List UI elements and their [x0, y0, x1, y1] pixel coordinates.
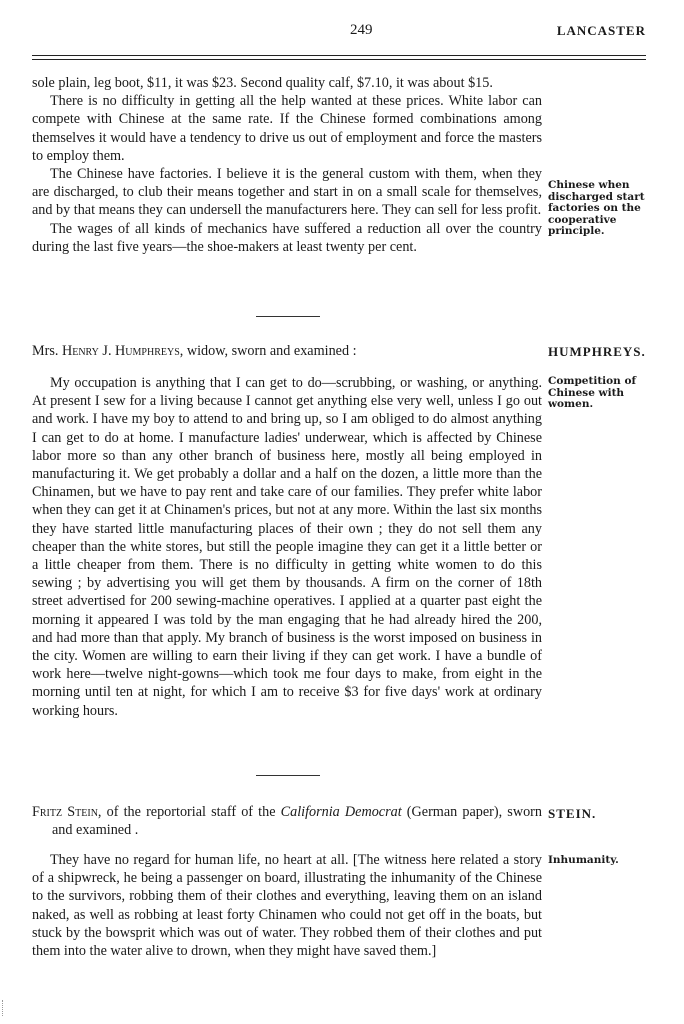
running-head: LANCASTER	[556, 23, 646, 38]
witness-description: , of the reportorial staff of the	[97, 804, 281, 820]
margin-note-competition: Competition of Chinese with women.	[548, 375, 636, 410]
witness-description: , widow, sworn and examined :	[179, 343, 357, 359]
section-continuation	[32, 74, 542, 256]
witness-name: Henry J. Humphreys	[61, 343, 180, 359]
newspaper-title: California Democrat	[280, 804, 402, 820]
paragraph: sole plain, leg boot, $11, it was $23. Second quality calf, $7.10, it was about $15.	[32, 75, 493, 91]
header-rule-top	[32, 55, 646, 56]
page-number: 249	[350, 22, 373, 38]
witness-name: Fritz Stein	[32, 804, 98, 820]
witness-heading-humphreys	[32, 342, 542, 360]
witness-description: (German paper), sworn and examined .	[52, 804, 542, 839]
witness-heading-stein	[32, 803, 542, 839]
margin-witness-humphreys: HUMPHREYS.	[548, 344, 646, 359]
margin-note-inhumanity: Inhumanity.	[548, 854, 619, 866]
margin-note-factories: Chinese when discharged start factories on the cooperative principle.	[548, 179, 645, 237]
scan-artifact	[2, 1000, 6, 1016]
testimony-stein	[32, 851, 542, 960]
testimony-humphreys	[32, 374, 542, 720]
header-rule-bottom	[32, 59, 646, 60]
witness-prefix: Mrs.	[32, 343, 59, 359]
section-divider	[256, 316, 320, 317]
margin-witness-stein: STEIN.	[548, 806, 597, 821]
paragraph: My occupation is anything that I can get to do—scrubbing, or washing, or anything. At present I sew for a living because I cannot get anything else very well, unless I go out and work. I have my boy to attend to and bring up, so I am obliged to do almost anything I can get to do at home. I manufacture ladies' underwear, which is affected by Chinese labor more so than any other branch of business here, mostly all being employed in manufacturing it. We get probably a dollar and a half on the dozen, a little more than the Chinamen, but we have to pay rent and take care of our families. They prefer white labor when they can get it at Chinamen's prices, but not at any more. Within the last six months they have started little manufacturing places of their own ; they do not sell them any cheaper than the white stores, but still the people imagine they can get it a little better or a little cheaper from them. There is no difficulty in getting white women to do this sewing ; by advertising you will get them by thousands. A firm on the corner of 18th street advertised for 200 sewing-machine operatives. I applied at a quarter past eight the morning it appeared I was told by the man engaging that he had already hired the 200, and had more than that apply. My branch of business is the worst imposed on business in the city. Women are willing to earn their living if they can get work. I have a bundle of work here—twelve night-gowns—which took me four days to make, from eight in the morning until ten at night, for which I am to receive $3 for five days' work at ordinary working hours.	[32, 375, 542, 719]
page-header	[32, 22, 646, 44]
paragraph: They have no regard for human life, no heart at all. [The witness here related a story of a shipwreck, he being a passenger on board, illustrating the inhumanity of the Chinese to the survivors, robbing them of their clothes and everything, leaving them on an island naked, as well as robbing at least forty Chinamen who could not get off in the boats, but stuck by the bowsprit which was out of water. They robbed them of their clothes and put them into the water alive to drown, when they might have saved them.]	[32, 852, 542, 960]
paragraph: The Chinese have factories. I believe it is the general custom with them, when they are discharged, to club their means together and start in on a small scale for themselves, and by that means they can undersell the manufacturers here. They can sell for less profit.	[32, 166, 542, 219]
paragraph: There is no difficulty in getting all the help wanted at these prices. White labor can compete with Chinese at the same rate. If the Chinese formed combinations among themselves it would have a tendency to drive us out of employment and force the masters to employ them.	[32, 93, 542, 164]
section-divider	[256, 775, 320, 776]
paragraph: The wages of all kinds of mechanics have suffered a reduction all over the country during the last five years—the shoe-makers at least twenty per cent.	[32, 220, 542, 255]
